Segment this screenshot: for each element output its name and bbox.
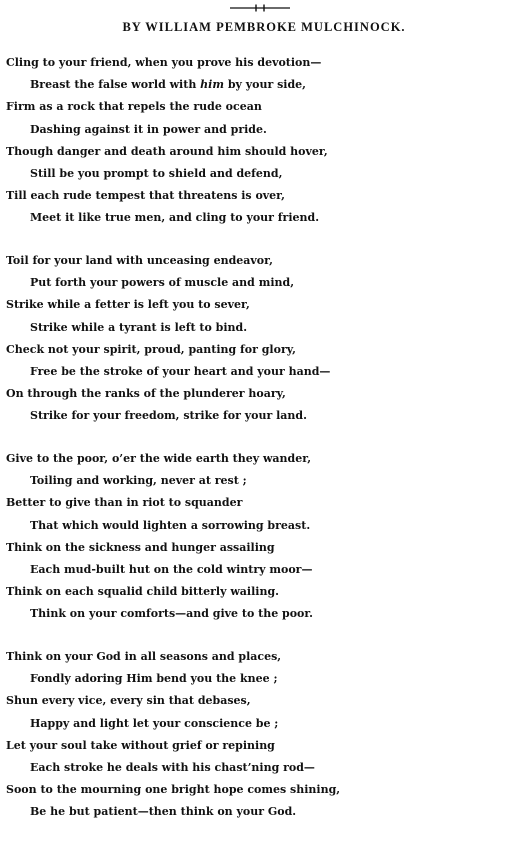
poem-line: Toil for your land with unceasing endeavor, <box>6 254 273 267</box>
stanza-2 <box>6 250 526 428</box>
poem-line: Soon to the mourning one bright hope comes shining, <box>6 783 341 797</box>
poem-body <box>6 52 526 844</box>
poem-line: Think on your comforts—and give to the poor. <box>30 607 314 621</box>
line-part: by your side, <box>223 78 306 92</box>
poem-line: Strike for your freedom, strike for your land. <box>30 409 307 423</box>
poem-line: Let your soul take without grief or repining <box>6 738 275 752</box>
poem-line: Meet it like true men, and cling to your friend. <box>30 211 320 225</box>
poem-line: On through the ranks of the plunderer hoary, <box>6 387 286 401</box>
poem-line: Give to the poor, o’er the wide earth they wander, <box>6 452 312 465</box>
poem-line: Think on the sickness and hunger assailing <box>6 540 275 554</box>
poem-line: Still be you prompt to shield and defend, <box>30 166 283 180</box>
poem-line: Be he but patient—then think on your God. <box>30 805 297 819</box>
poem-line: Firm as a rock that repels the rude ocean <box>6 100 262 114</box>
line-part: Breast the false world with <box>30 78 201 92</box>
poem-line-with-italic <box>6 74 526 96</box>
poem-line: Put forth your powers of muscle and mind, <box>30 276 295 290</box>
poem-line: Better to give than in riot to squander <box>6 496 243 510</box>
poem-line: Cling to your friend, when you prove his devotion— <box>6 56 322 69</box>
poem-line: Think on each squalid child bitterly wailing. <box>6 585 279 599</box>
italic-word: him <box>200 78 224 92</box>
poem-line: Dashing against it in power and pride. <box>30 122 267 136</box>
poem-line: Fondly adoring Him bend you the knee ; <box>30 672 278 686</box>
poem-line: Each mud-built hut on the cold wintry moor— <box>30 562 313 576</box>
poem-line: Though danger and death around him should hover, <box>6 144 328 158</box>
poem-line: Till each rude tempest that threatens is over, <box>6 189 285 203</box>
poem-line: Think on your God in all seasons and places, <box>6 650 282 663</box>
poem-line: Strike while a tyrant is left to bind. <box>30 320 248 334</box>
poem-line: Shun every vice, every sin that debases, <box>6 694 251 708</box>
poem-line: Happy and light let your conscience be ; <box>30 716 279 730</box>
poem-line: That which would lighten a sorrowing breast. <box>30 518 311 532</box>
poem-line: Free be the stroke of your heart and your hand— <box>30 364 331 378</box>
stanza-3 <box>6 448 526 626</box>
poem-line: Check not your spirit, proud, panting for glory, <box>6 342 296 356</box>
poem-line: Each stroke he deals with his chast’ning rod— <box>30 760 315 774</box>
ornament-rule-icon <box>230 4 290 12</box>
poem-line: Strike while a fetter is left you to sever, <box>6 298 250 312</box>
byline: BY WILLIAM PEMBROKE MULCHINOCK. <box>122 20 406 34</box>
stanza-1 <box>6 52 526 230</box>
stanza-4 <box>6 646 526 824</box>
poem-line: Toiling and working, never at rest ; <box>30 474 247 488</box>
